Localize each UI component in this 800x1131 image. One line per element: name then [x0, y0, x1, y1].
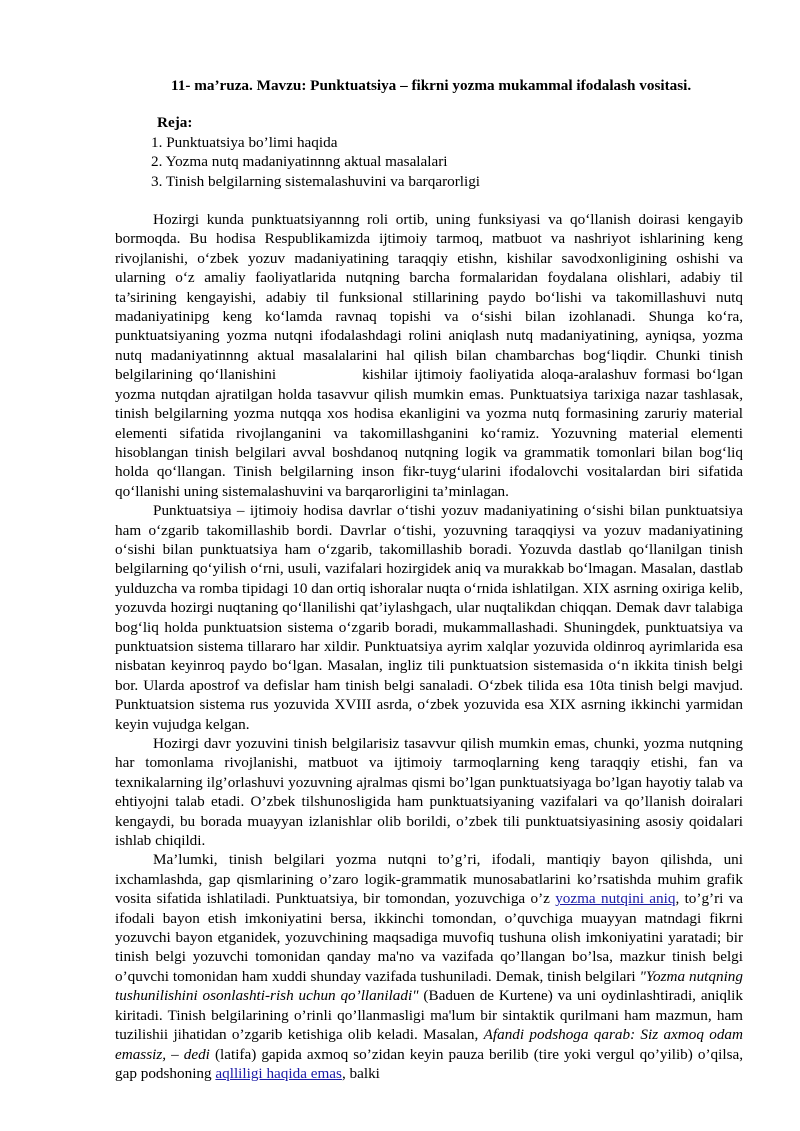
paragraph-4-text-e: , balki — [341, 1064, 380, 1082]
paragraph-4-text-d: (latifa) gapida axmoq so’zidan keyin pauza berilib (tire yoki vergul qo’yilib) o’qilsa, gap podshoning — [115, 1045, 744, 1082]
plan-item: 2. Yozma nutq madaniyatinnng aktual masalalari — [151, 153, 448, 171]
plan-item: 1. Punktuatsiya bo’limi haqida — [151, 133, 338, 151]
paragraph-4-text-c: (Baduen de Kurtene) va uni oydinlashtiradi, aniqlik kiritadi. Tinish belgilarining o’rinli qo’llanmasligi ma'lum bir sintaktik qurilmani ham mazmun, ham tuzilishii jihatidan o’zgarib ketishiga olib keladi. Masalan, — [115, 987, 743, 1044]
paragraph-4 — [115, 850, 743, 1083]
paragraph-4-text-a: Ma’lumki, tinish belgilari yozma nutqni to’g’ri, ifodali, mantiqiy bayon qilishda, uni ixchamlashda, gap qismlarining o’zaro logik-grammatik munosabatlarini ko’rsatishda muhim grafik vosita sifatida ishlatiladi. Punktuatsiya, bir tomondan, yozuvchiga o’z — [115, 851, 743, 908]
quotation: "Yozma nutqning tushunilishini osonlashti-rish uchun qo’llaniladi" — [115, 967, 743, 1005]
paragraph-1-text-b: kishilar ijtimoiy faoliyatida aloqa-aralashuv formasi bo‘lgan yozma nutqdan ajratilgan holda tasavvur qilish mumkin emas. Punktuatsiya tarixiga nazar tashlasak, tinish belgilarning yozma nutqqa xos hodisa ekanligini va yozma nutq formasining zaruriy material elementi sifatida rivojlanganini va takomillashganini ko‘ramiz. Yozuvning material elementi hisoblangan tinish belgilari avval boshdanoq nutqning logik va grammatik tomonlari bilan bog‘liq holda qo‘llangan. Tinish belgilarning inson fikr-tuyg‘ularini ifodalovchi vositalardan biri sifatida qo‘llanishi uning sistemalashuvini va barqarorligini ta’minlagan. — [115, 366, 743, 500]
paragraph-1-text-a: Hozirgi kunda punktuatsiyannng roli ortib, uning funksiyasi va qo‘llanish doirasi kengayib bormoqda. Bu hodisa Respublikamizda ijtimoiy tarmoq, matbuot va nashriyot ishlarining keng rivojlanishi, o‘zbek yozuv madaniyatining taraqqiy etishn, kishilar savodxonligining oshishi va ularning o‘z amaliy faoliyatlarida nutqning barcha formalaridan foydalana olishlari, adabiy til ta’sirining kengayishi, adabiy til funksional stillarining paydo bo‘lishi va takomillashuvi nutq madaniyatinipg keng ko‘lamda ravnaq topishi va o‘sishi bilan izohlanadi. Shunga ko‘ra, punktuatsiyaning yozma nutqni ifodalashdagi rolini aniqlash nutq madaniyatining, ayniqsa, yozma nutq madaniyatinnng aktual masalalarini hal qilish bilan chambarchas bog‘liqdir. Chunki tinish belgilarining qo‘llanishini — [115, 211, 743, 384]
link-aqlliligi-haqida-emas[interactable]: aqlliligi haqida emas — [215, 1064, 342, 1082]
plan-list — [151, 133, 743, 191]
paragraph-3: Hozirgi davr yozuvini tinish belgilarisiz tasavvur qilish mumkin emas, chunki, yozma nutqning har tomonlama rivojlanishi, matbuot va ijtimoiy tarmoqlarning keng taraqqiy etishi, fan va texnikalarning ilg’orlashuvi yozuvning ajralmas qismi bo’lgan punktuatsiyaga bo’lgan hayotiy talab va ehtiyojni talab etadi. O’zbek tilshunosligida ham punktuatsiyaning vazifalari va qo’llanish doiralari kengaydi, bu borada muayyan izlanishlar olib borildi, o’zbek tili punktuatsiyasining asosiy qoidalari ishlab chiqildi. — [115, 735, 743, 850]
plan-item: 3. Tinish belgilarning sistemalashuvini va barqarorligi — [151, 172, 481, 190]
paragraph-1 — [115, 210, 743, 501]
lecture-title: 11- ma’ruza. Mavzu: Punktuatsiya – fikrni yozma mukammal ifodalash vositasi. — [171, 77, 692, 94]
paragraph-4-text-b: , to’g’ri va ifodali bayon etish imkoniyatini bersa, ikkinchi tomondan, o’quvchiga muayyan matndagi fikrni yozuvchi bayon etganidek, yozuvchining maqsadiga muvofiq tushuna olish imkoniyatini yaratadi; bir tinish belgi yozuvchi tomonidan qanday ma'no va vazifada qo’llangan bo’lsa, mazkur tinish belgi o’quvchi tomonidan ham xuddi shunday vazifada tushuniladi. Demak, tinish belgilari — [115, 890, 744, 985]
paragraph-2: Punktuatsiya – ijtimoiy hodisa davrlar o‘tishi yozuv madaniyatining o‘sishi bilan punktuatsiya ham o‘zgarib takomillashib bordi. Davrlar o‘tishi, yozuvning taraqqiysi va yozuv madaniyatining o‘sishi bilan punktuatsiya ham o‘zgarib, takomillashib boradi. Yozuvda dastlab qo‘llanilgan tinish belgilarning qo‘yilish o‘rni, usuli, vazifalari hozirgidek aniq va murakkab bo‘lmagan. Masalan, dastlab yulduzcha va romba tipidagi 10 dan ortiq ishoralar nuqta o‘rnida ishlatilgan. XIX asrning oxiriga kelib, yozuvda hozirgi nuqtaning qo‘llanilishi qat’iylashgach, ular nuqtalikdan chiqqan. Demak davr talabiga bog‘liq holda punktuatsion sistema o‘zgarib boradi, mukammallashadi. Shuningdek, punktuatsiya va punktuatsion sistema tillararo har xildir. Punktuatsiya ayrim xalqlar yozuvida oldinroq ayrimlarida esa nisbatan keyinroq paydo bo‘lgan. Masalan, ingliz tili punktuatsion sistemasida o‘n ikkita tinish belgi bor. Ularda apostrof va defislar ham tinish belgi sanaladi. O‘zbek tilida esa 10ta tinish belgi mavjud. Punktuatsion sistema rus yozuvida XVIII asrda, o‘zbek yozuvida esa XIX asrning ikkinchi yarmidan keyin vujudga kelgan. — [115, 502, 743, 733]
example-sentence: Afandi podshoga qarab: Siz axmoq odam emassiz, – dedi — [115, 1026, 743, 1063]
plan-heading: Reja: — [157, 114, 193, 132]
link-yozma-nutqini-aniq[interactable]: yozma nutqini aniq — [555, 890, 676, 908]
